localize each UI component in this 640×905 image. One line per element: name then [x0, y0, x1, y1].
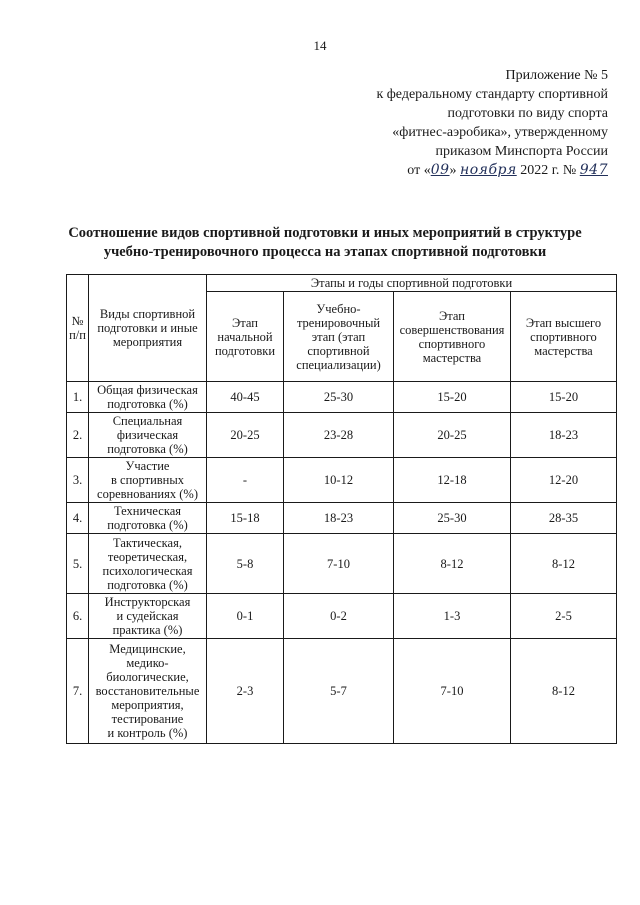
header-stage-initial: Этап начальной подготовки: [207, 292, 284, 382]
date-mid: »: [449, 163, 461, 178]
order-date-line: [308, 161, 608, 180]
stage-value: 0-2: [284, 594, 394, 639]
stage-value: 8-12: [511, 639, 617, 744]
activity-name-line: Тактическая,: [113, 535, 182, 550]
table-row: [67, 382, 617, 413]
activity-name: [89, 594, 207, 639]
activity-name-line: и судейская: [116, 609, 179, 623]
document-title: [40, 224, 610, 262]
activity-name-line: Инструкторская: [104, 595, 191, 609]
stage-value: 10-12: [284, 458, 394, 503]
appendix-line: к федеральному стандарту спортивной: [376, 87, 608, 102]
stage-value: 12-18: [394, 458, 511, 503]
activity-name-line: соревнованиях (%): [97, 487, 198, 501]
stage-value: 15-20: [394, 382, 511, 413]
stage-value: 28-35: [511, 503, 617, 534]
stage-value: 1-3: [394, 594, 511, 639]
header-stage-highest: Этап высшего спортивного мастерства: [511, 292, 617, 382]
header-stages-group: Этапы и годы спортивной подготовки: [207, 275, 617, 292]
stage-value: -: [207, 458, 284, 503]
table-row: [67, 594, 617, 639]
row-number: 1.: [67, 382, 89, 413]
activity-name: [89, 382, 207, 413]
activity-name: [89, 458, 207, 503]
activity-name-line: мероприятия,: [111, 698, 184, 712]
table-row: [67, 413, 617, 458]
activity-name-line: подготовка (%): [107, 397, 188, 411]
handwritten-month: ноября: [460, 162, 517, 178]
stage-value: 7-10: [284, 534, 394, 594]
row-number: 2.: [67, 413, 89, 458]
stage-value: 23-28: [284, 413, 394, 458]
table-body: [67, 382, 617, 744]
activity-name-line: медико-: [126, 656, 169, 670]
activity-name-line: подготовка (%): [107, 442, 188, 456]
title-line-2: учебно-тренировочного процесса на этапах спортивной подготовки: [103, 244, 547, 260]
activity-name-line: подготовка (%): [107, 518, 188, 532]
row-number: 3.: [67, 458, 89, 503]
activity-name-line: Техническая: [113, 504, 182, 518]
page-number: 14: [313, 38, 327, 53]
stage-value: 20-25: [394, 413, 511, 458]
activity-name-line: Общая физическая: [97, 383, 198, 397]
stage-value: 8-12: [511, 534, 617, 594]
activity-name-line: в спортивных: [111, 473, 184, 487]
stage-value: 5-7: [284, 639, 394, 744]
date-year: 2022 г. №: [516, 163, 580, 178]
table-row: [67, 458, 617, 503]
activity-name-line: теоретическая,: [107, 549, 188, 564]
stage-value: 8-12: [394, 534, 511, 594]
stage-value: 25-30: [394, 503, 511, 534]
stage-value: 20-25: [207, 413, 284, 458]
date-prefix: от «: [407, 163, 431, 178]
stage-value: 12-20: [511, 458, 617, 503]
stage-value: 40-45: [207, 382, 284, 413]
activity-name-line: восстановительные: [95, 684, 200, 698]
activity-name-line: тестирование: [111, 712, 184, 726]
row-number: 7.: [67, 639, 89, 744]
header-stage-improvement: Этап совершенствования спортивного мастерства: [394, 292, 511, 382]
activity-name-line: и контроль (%): [107, 726, 188, 740]
appendix-header: [308, 66, 608, 180]
activity-name-line: Специальная: [112, 414, 183, 428]
handwritten-order-number: 947: [579, 162, 608, 178]
activity-name-line: биологические,: [106, 670, 189, 684]
stage-value: 15-18: [207, 503, 284, 534]
activity-name-line: Медицинские,: [109, 642, 186, 656]
title-line-1: Соотношение видов спортивной подготовки и иных мероприятий в структуре: [68, 225, 582, 241]
table-row: [67, 639, 617, 744]
row-number: 5.: [67, 534, 89, 594]
row-number: 4.: [67, 503, 89, 534]
header-stage-training: Учебно-тренировочный этап (этап спортивной специализации): [284, 292, 394, 382]
appendix-line: «фитнес-аэробика», утвержденному: [392, 125, 608, 140]
stage-value: 0-1: [207, 594, 284, 639]
header-activity-type: Виды спортивной подготовки и иные мероприятия: [89, 275, 207, 382]
training-ratio-table: [66, 274, 617, 744]
header-num: № п/п: [67, 275, 89, 382]
appendix-line: подготовки по виду спорта: [447, 106, 608, 121]
activity-name: [89, 534, 207, 594]
stage-value: 7-10: [394, 639, 511, 744]
activity-name: [89, 413, 207, 458]
activity-name-line: психологическая: [102, 563, 193, 578]
appendix-line: приказом Минспорта России: [435, 144, 608, 159]
row-number: 6.: [67, 594, 89, 639]
table-row: [67, 534, 617, 594]
activity-name-line: физическая: [116, 428, 179, 442]
stage-value: 2-5: [511, 594, 617, 639]
activity-name-line: практика (%): [112, 623, 183, 637]
activity-name: [89, 639, 207, 744]
stage-value: 15-20: [511, 382, 617, 413]
table-row: [67, 503, 617, 534]
stage-value: 2-3: [207, 639, 284, 744]
activity-name: [89, 503, 207, 534]
activity-name-line: Участие: [125, 459, 170, 473]
stage-value: 18-23: [511, 413, 617, 458]
stage-value: 25-30: [284, 382, 394, 413]
stage-value: 18-23: [284, 503, 394, 534]
appendix-line: Приложение № 5: [505, 68, 608, 83]
stage-value: 5-8: [207, 534, 284, 594]
activity-name-line: подготовка (%): [107, 577, 188, 592]
handwritten-day: 09: [430, 162, 450, 178]
